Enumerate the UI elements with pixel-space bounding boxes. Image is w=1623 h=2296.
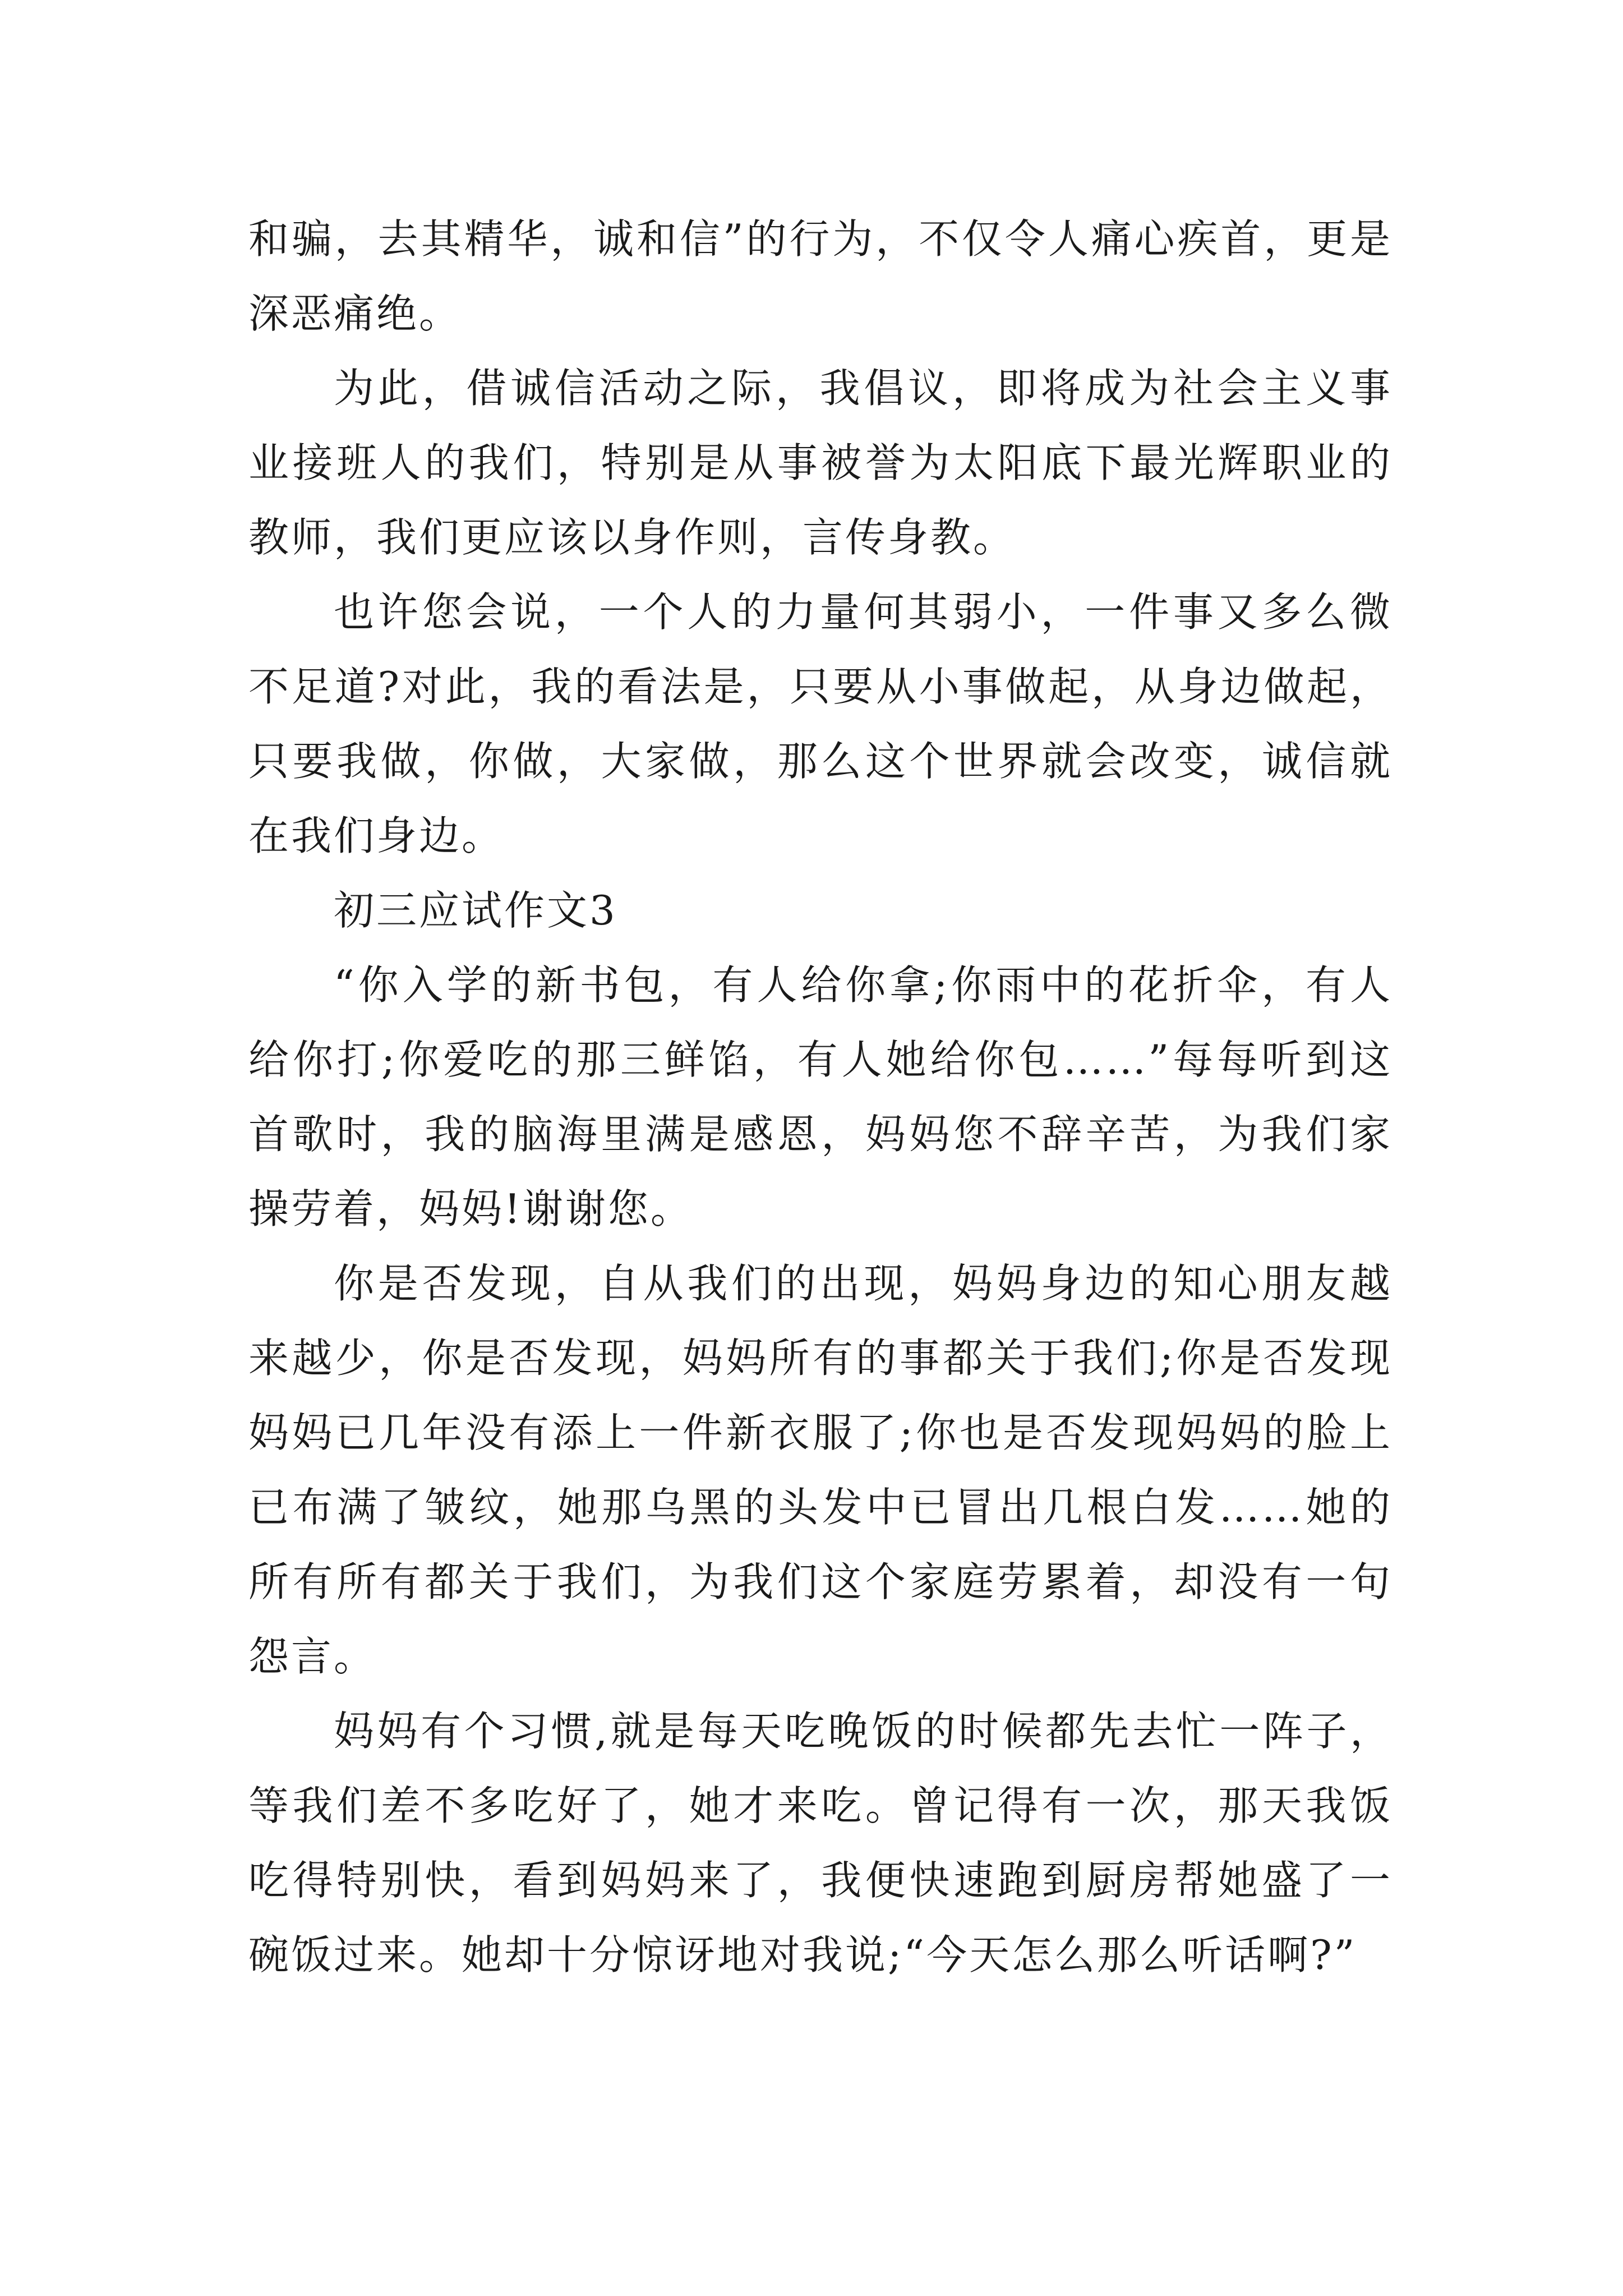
paragraph-2: 为此，借诚信活动之际，我倡议，即将成为社会主义事业接班人的我们，特别是从事被誉为太阳底下最光辉职业的教师，我们更应该以身作则，言传身教。 <box>248 365 1393 561</box>
section-paragraph-3: 妈妈有个习惯,就是每天吃晚饭的时候都先去忙一阵子，等我们差不多吃好了，她才来吃。曾记得有一次，那天我饭吃得特别快，看到妈妈来了，我便快速跑到厨房帮她盛了一碗饭过来。她却十分惊讶地对我说;“今天怎么那么听话啊?” <box>248 1708 1393 1978</box>
section-paragraph-1: “你入学的新书包，有人给你拿;你雨中的花折伞，有人给你打;你爱吃的那三鲜馅，有人她给你包……”每每听到这首歌时，我的脑海里满是感恩，妈妈您不辞辛苦，为我们家操劳着，妈妈!谢谢您。 <box>248 961 1393 1232</box>
section-paragraph-2: 你是否发现，自从我们的出现，妈妈身边的知心朋友越来越少，你是否发现，妈妈所有的事都关于我们;你是否发现妈妈已几年没有添上一件新衣服了;你也是否发现妈妈的脸上已布满了皱纹，她那乌黑的头发中已冒出几根白发……她的所有所有都关于我们，为我们这个家庭劳累着，却没有一句怨言。 <box>248 1260 1393 1680</box>
document-body <box>248 202 1393 1993</box>
section-title: 初三应试作文3 <box>334 887 617 934</box>
paragraph-3: 也许您会说，一个人的力量何其弱小，一件事又多么微不足道?对此，我的看法是，只要从小事做起，从身边做起，只要我做，你做，大家做，那么这个世界就会改变，诚信就在我们身边。 <box>248 588 1393 859</box>
paragraph-1: 和骗，去其精华，诚和信”的行为，不仅令人痛心疾首，更是深恶痛绝。 <box>248 215 1393 337</box>
